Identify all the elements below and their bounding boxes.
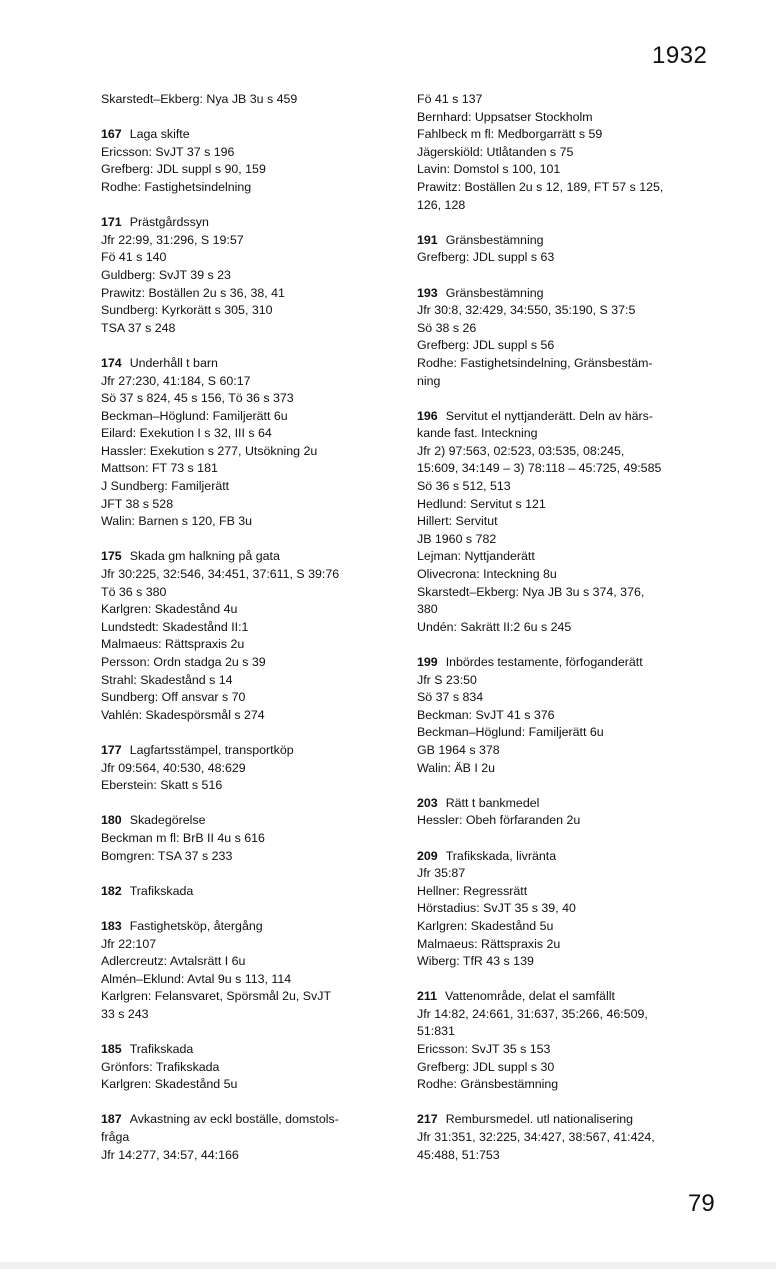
entry-number: 199 <box>417 655 438 669</box>
entry-reference-line: Grönfors: Trafikskada <box>101 1059 220 1074</box>
entry-reference-line: Karlgren: Felansvaret, Spörsmål 2u, SvJT <box>101 989 332 1004</box>
entry-title: Skadegörelse <box>129 813 206 828</box>
index-entry <box>417 848 713 971</box>
page-number: 79 <box>688 1190 715 1217</box>
entry-reference-line: Jfr 22:99, 31:296, S 19:57 <box>101 232 244 247</box>
entry-heading <box>417 232 713 250</box>
entry-number: 193 <box>417 285 438 300</box>
entry-reference-line: Ericsson: SvJT 35 s 153 <box>417 1042 551 1057</box>
entry-reference-line: Sundberg: Kyrkorätt s 305, 310 <box>101 303 273 318</box>
index-entry <box>417 91 713 214</box>
entry-reference-line: Fö 41 s 140 <box>101 250 167 265</box>
index-entry <box>101 918 401 1024</box>
entry-title: Avkastning av eckl boställe, domstols- <box>129 1112 339 1127</box>
index-entry <box>101 742 401 795</box>
entry-reference-line: Grefberg: JDL suppl s 56 <box>417 338 555 353</box>
page-year-heading: 1932 <box>652 42 708 69</box>
entry-reference-line: Sö 37 s 834 <box>417 690 484 705</box>
entry-reference-line: Jfr 2) 97:563, 02:523, 03:535, 08:245, <box>417 443 625 458</box>
entry-reference-line: kande fast. Inteckning <box>417 426 538 441</box>
entry-reference-line: 51:831 <box>417 1024 455 1039</box>
index-entry <box>417 988 713 1094</box>
entry-number: 191 <box>417 232 438 247</box>
entry-reference-line: Mattson: FT 73 s 181 <box>101 461 218 476</box>
entry-reference-line: Sö 36 s 512, 513 <box>417 479 511 494</box>
entry-number: 187 <box>101 1112 122 1127</box>
entry-reference-line: Hellner: Regressrätt <box>417 883 528 898</box>
entry-reference-line: ning <box>417 373 441 388</box>
index-entry <box>101 91 401 109</box>
entry-reference-line: fråga <box>101 1130 130 1145</box>
entry-number: 196 <box>417 408 438 423</box>
entry-reference-line: Sö 37 s 824, 45 s 156, Tö 36 s 373 <box>101 391 294 406</box>
entry-reference-line: Skarstedt–Ekberg: Nya JB 3u s 374, 376, <box>417 584 645 599</box>
entry-heading <box>101 918 401 936</box>
entry-number: 217 <box>417 1112 438 1127</box>
entry-reference-line: Grefberg: JDL suppl s 90, 159 <box>101 162 266 177</box>
entry-reference-line: Jfr 14:82, 24:661, 31:637, 35:266, 46:509, <box>417 1006 648 1021</box>
entry-heading <box>101 214 401 232</box>
entry-reference-line: JB 1960 s 782 <box>417 531 497 546</box>
entry-reference-line: Hassler: Exekution s 277, Utsökning 2u <box>101 443 318 458</box>
entry-reference-line: Fö 41 s 137 <box>417 92 483 106</box>
entry-heading <box>417 1111 713 1129</box>
entry-reference-line: Hessler: Obeh förfaranden 2u <box>417 813 581 828</box>
entry-reference-line: Jfr 27:230, 41:184, S 60:17 <box>101 373 251 388</box>
entry-reference-line: Skarstedt–Ekberg: Nya JB 3u s 459 <box>101 92 298 106</box>
entry-reference-line: 15:609, 34:149 – 3) 78:118 – 45:725, 49:585 <box>417 461 662 476</box>
entry-number: 182 <box>101 883 122 898</box>
entry-reference-line: Prawitz: Boställen 2u s 12, 189, FT 57 s 125, <box>417 179 664 194</box>
entry-reference-line: GB 1964 s 378 <box>417 742 500 757</box>
entry-reference-line: 380 <box>417 602 438 617</box>
entry-reference-line: Jfr 30:225, 32:546, 34:451, 37:611, S 39:76 <box>101 567 340 582</box>
entry-reference-line: Almén–Eklund: Avtal 9u s 113, 114 <box>101 971 292 986</box>
entry-reference-line: Jfr 22:107 <box>101 936 157 951</box>
entry-reference-line: Karlgren: Skadestånd 4u <box>101 602 238 617</box>
entry-number: 185 <box>101 1042 122 1057</box>
entry-reference-line: Beckman: SvJT 41 s 376 <box>417 707 555 722</box>
entry-reference-line: Vahlén: Skadespörsmål s 274 <box>101 707 265 722</box>
entry-title: Lagfartsstämpel, transportköp <box>129 742 294 757</box>
entry-title: Vattenområde, delat el samfällt <box>445 989 615 1004</box>
entry-reference-line: Prawitz: Boställen 2u s 36, 38, 41 <box>101 285 285 300</box>
index-entry <box>101 214 401 337</box>
entry-number: 177 <box>101 742 122 757</box>
entry-title: Trafikskada <box>129 1042 194 1057</box>
entry-number: 211 <box>417 989 437 1004</box>
entry-reference-line: Rodhe: Gränsbestämning <box>417 1077 559 1092</box>
entry-number: 167 <box>101 127 122 142</box>
entry-heading <box>101 548 401 566</box>
entry-reference-line: Olivecrona: Inteckning 8u <box>417 567 557 582</box>
entry-title: Skada gm halkning på gata <box>129 549 280 564</box>
entry-title: Underhåll t barn <box>129 355 218 370</box>
entry-reference-line: Malmaeus: Rättspraxis 2u <box>417 936 561 951</box>
entry-heading <box>101 883 401 901</box>
index-entry <box>101 1111 401 1164</box>
entry-reference-line: Jfr 09:564, 40:530, 48:629 <box>101 760 246 775</box>
index-entry <box>101 812 401 865</box>
entry-reference-line: Wiberg: TfR 43 s 139 <box>417 954 534 969</box>
entry-reference-line: Bomgren: TSA 37 s 233 <box>101 848 233 863</box>
entry-reference-line: Grefberg: JDL suppl s 63 <box>417 250 555 265</box>
entry-heading <box>101 1111 401 1129</box>
entry-reference-line: Karlgren: Skadestånd 5u <box>417 918 554 933</box>
entry-title: Prästgårdssyn <box>129 215 209 230</box>
entry-reference-line: Walin: ÄB I 2u <box>417 760 496 775</box>
index-entry <box>417 232 713 267</box>
entry-reference-line: Lejman: Nyttjanderätt <box>417 549 535 564</box>
entry-reference-line: Persson: Ordn stadga 2u s 39 <box>101 655 266 669</box>
entry-number: 183 <box>101 918 122 933</box>
entry-reference-line: Rodhe: Fastighetsindelning, Gränsbestäm- <box>417 355 653 370</box>
entry-reference-line: Grefberg: JDL suppl s 30 <box>417 1059 555 1074</box>
entry-reference-line: Beckman–Höglund: Familjerätt 6u <box>101 408 288 423</box>
entry-heading <box>417 848 713 866</box>
index-entry <box>101 355 401 531</box>
entry-reference-line: J Sundberg: Familjerätt <box>101 479 230 494</box>
entry-title: Gränsbestämning <box>445 232 544 247</box>
entry-reference-line: Eberstein: Skatt s 516 <box>101 778 223 793</box>
entry-heading <box>101 812 401 830</box>
entry-reference-line: Bernhard: Uppsatser Stockholm <box>417 109 593 124</box>
index-entry <box>417 1111 713 1164</box>
page-bottom-edge <box>0 1262 776 1269</box>
entry-reference-line: 33 s 243 <box>101 1006 149 1021</box>
index-entry <box>101 883 401 901</box>
entry-reference-line: Jfr 31:351, 32:225, 34:427, 38:567, 41:424, <box>417 1130 655 1145</box>
entry-title: Trafikskada, livränta <box>445 848 557 863</box>
entry-reference-line: Rodhe: Fastighetsindelning <box>101 179 252 194</box>
index-entry <box>417 654 713 777</box>
entry-heading <box>417 988 713 1006</box>
entry-reference-line: 126, 128 <box>417 197 466 212</box>
right-column <box>417 91 713 1182</box>
entry-heading <box>101 126 401 144</box>
entry-heading <box>417 408 713 426</box>
entry-reference-line: Malmaeus: Rättspraxis 2u <box>101 637 245 652</box>
index-entry <box>417 795 713 830</box>
entry-title: Fastighetsköp, återgång <box>129 918 263 933</box>
entry-number: 175 <box>101 549 122 564</box>
entry-heading <box>101 1041 401 1059</box>
entry-reference-line: Sundberg: Off ansvar s 70 <box>101 690 246 705</box>
entry-number: 174 <box>101 355 122 370</box>
entry-number: 203 <box>417 795 438 810</box>
index-entry <box>101 126 401 196</box>
entry-number: 209 <box>417 848 438 863</box>
entry-reference-line: Jfr 35:87 <box>417 866 466 881</box>
entry-title: Laga skifte <box>129 127 190 142</box>
entry-reference-line: TSA 37 s 248 <box>101 320 176 335</box>
entry-title: Gränsbestämning <box>445 285 544 300</box>
entry-reference-line: Beckman m fl: BrB II 4u s 616 <box>101 830 265 845</box>
index-entry <box>417 408 713 637</box>
entry-title: Rätt t bankmedel <box>445 795 540 810</box>
entry-reference-line: Jfr 14:277, 34:57, 44:166 <box>101 1147 239 1162</box>
index-entry <box>101 548 401 724</box>
entry-title: Trafikskada <box>129 883 194 898</box>
entry-reference-line: Fahlbeck m fl: Medborgarrätt s 59 <box>417 127 603 142</box>
entry-reference-line: Ericsson: SvJT 37 s 196 <box>101 144 235 159</box>
entry-title: Servitut el nyttjanderätt. Deln av härs- <box>445 408 653 423</box>
entry-reference-line: Beckman–Höglund: Familjerätt 6u <box>417 725 604 740</box>
entry-number: 180 <box>101 813 122 828</box>
entry-reference-line: Eilard: Exekution I s 32, III s 64 <box>101 426 272 441</box>
entry-reference-line: Lundstedt: Skadestånd II:1 <box>101 619 249 634</box>
entry-reference-line: Tö 36 s 380 <box>101 584 167 599</box>
index-entry <box>417 285 713 391</box>
index-entry <box>101 1041 401 1094</box>
entry-reference-line: 45:488, 51:753 <box>417 1147 500 1162</box>
entry-reference-line: Sö 38 s 26 <box>417 320 477 335</box>
entry-reference-line: JFT 38 s 528 <box>101 496 174 511</box>
entry-reference-line: Jfr 30:8, 32:429, 34:550, 35:190, S 37:5 <box>417 303 636 318</box>
entry-reference-line: Hedlund: Servitut s 121 <box>417 496 546 511</box>
entry-reference-line: Jägerskiöld: Utlåtanden s 75 <box>417 144 574 159</box>
entry-reference-line: Lavin: Domstol s 100, 101 <box>417 162 561 177</box>
entry-heading <box>417 795 713 813</box>
entry-reference-line: Jfr S 23:50 <box>417 672 477 687</box>
entry-number: 171 <box>101 215 122 230</box>
entry-reference-line: Strahl: Skadestånd s 14 <box>101 672 233 687</box>
entry-heading <box>417 654 713 672</box>
entry-reference-line: Hillert: Servitut <box>417 514 498 529</box>
entry-reference-line: Karlgren: Skadestånd 5u <box>101 1077 238 1092</box>
entry-heading <box>101 742 401 760</box>
entry-reference-line: Adlercreutz: Avtalsrätt I 6u <box>101 954 246 969</box>
entry-heading <box>417 285 713 303</box>
left-column <box>101 91 401 1182</box>
entry-reference-line: Hörstadius: SvJT 35 s 39, 40 <box>417 901 576 916</box>
entry-heading <box>101 355 401 373</box>
entry-title: Rembursmedel. utl nationalisering <box>445 1112 634 1127</box>
entry-reference-line: Walin: Barnen s 120, FB 3u <box>101 514 253 529</box>
entry-reference-line: Guldberg: SvJT 39 s 23 <box>101 267 231 282</box>
entry-title: Inbördes testamente, förfoganderätt <box>445 655 643 669</box>
entry-reference-line: Undén: Sakrätt II:2 6u s 245 <box>417 619 572 634</box>
